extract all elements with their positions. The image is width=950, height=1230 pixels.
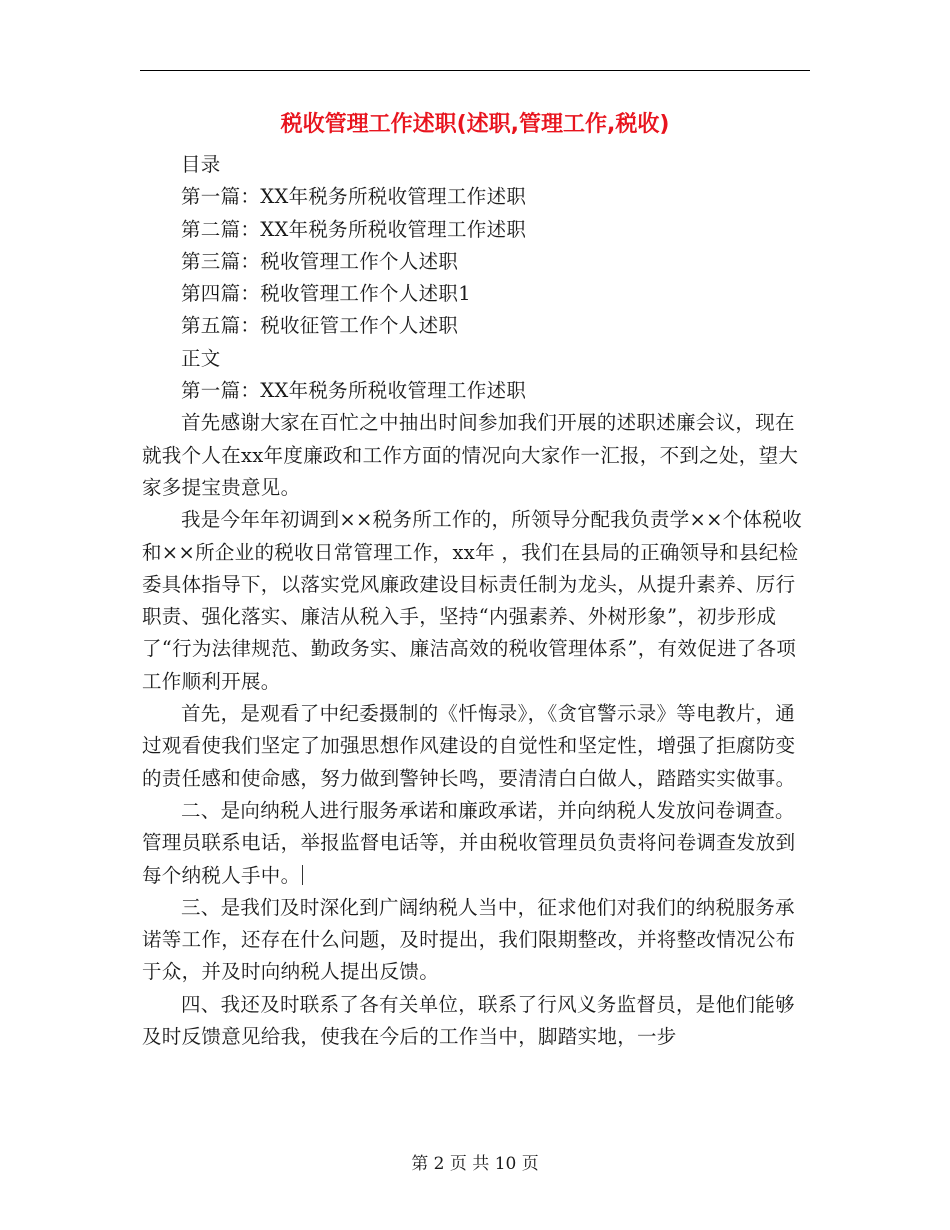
body-paragraph: 我是今年年初调到××税务所工作的，所领导分配我负责学××个体税收和××所企业的税收日常管理工作，xx年 ，我们在县局的正确领导和县纪检委具体指导下，以落实党风廉政建设目标责任制为龙头，从提升素养、厉行职责、强化落实、廉洁从税入手，坚持“内强素养、外树形象”，初步形成了“行为法律规范、勤政务实、廉洁高效的税收管理体系”，有效促进了各项工作顺利开展。 (142, 508, 802, 693)
body-heading: 正文 (181, 346, 221, 370)
toc-heading: 目录 (181, 153, 221, 176)
body-paragraph: 首先感谢大家在百忙之中抽出时间参加我们开展的述职述廉会议，现在就我个人在xx年度廉政和工作方面的情况向大家作一汇报，不到之处，望大家多提宝贵意见。 (142, 411, 799, 499)
toc-item: 第四篇：税收管理工作个人述职1 (181, 282, 471, 306)
body-paragraph: 首先，是观看了中纪委摄制的《忏悔录》，《贪官警示录》等电教片，通过观看使我们坚定了加强思想作风建设的自觉性和坚定性，增强了拒腐防变的责任感和使命感，努力做到警钟长鸣，要清清白白做人，踏踏实实做事。 (142, 702, 796, 790)
toc-item: 第一篇：XX年税务所税收管理工作述职 (181, 185, 527, 209)
paragraph-text: 二、是向纳税人进行服务承诺和廉政承诺，并向纳税人发放问卷调查。管理员联系电话，举报监督电话等，并由税收管理员负责将问卷调查发放到每个纳税人手中。 (142, 798, 796, 887)
text-cursor (302, 865, 303, 885)
toc-item: 第五篇：税收征管工作个人述职 (181, 314, 459, 338)
page-number: 第 2 页 共 10 页 (411, 1154, 539, 1174)
toc-item: 第二篇：XX年税务所税收管理工作述职 (181, 217, 527, 241)
section-title: 第一篇：XX年税务所税收管理工作述职 (181, 379, 527, 403)
body-paragraph: 三、是我们及时深化到广阔纳税人当中，征求他们对我们的纳税服务承诺等工作，还存在什么问题，及时提出，我们限期整改，并将整改情况公布于众，并及时向纳税人提出反馈。 (142, 895, 796, 984)
header-rule (140, 70, 810, 71)
body-paragraph (142, 795, 802, 892)
toc-item: 第三篇：税收管理工作个人述职 (181, 249, 459, 273)
document-body (142, 149, 802, 1053)
document-title: 税收管理工作述职(述职,管理工作,税收) (280, 112, 670, 137)
body-paragraph: 四、我还及时联系了各有关单位，联系了行风义务监督员，是他们能够及时反馈意见给我，使我在今后的工作当中，脚踏实地，一步 (142, 992, 795, 1049)
